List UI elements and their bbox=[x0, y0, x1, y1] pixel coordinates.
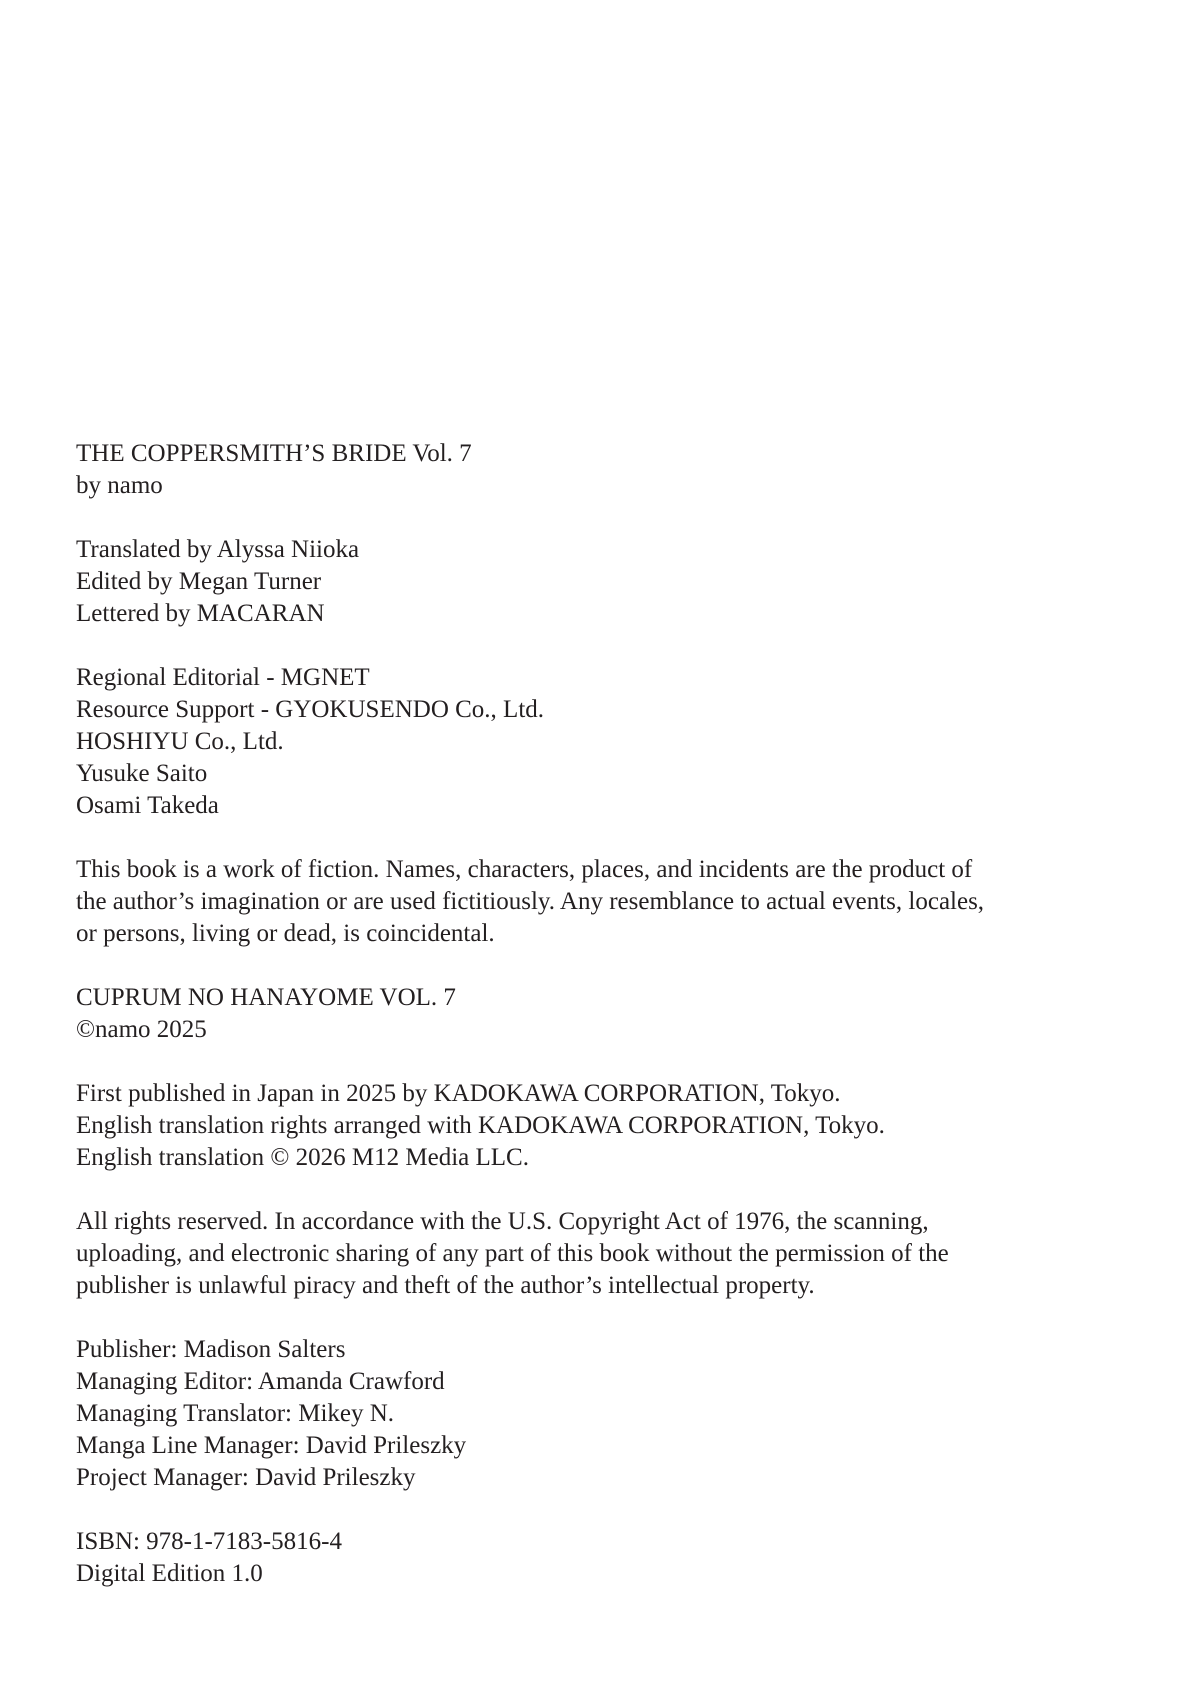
support-line: Osami Takeda bbox=[76, 792, 219, 819]
publication-line: English translation rights arranged with KADOKAWA CORPORATION, Tokyo. bbox=[76, 1112, 885, 1139]
title-block bbox=[76, 438, 1136, 502]
staff-line: Project Manager: David Prileszky bbox=[76, 1464, 416, 1491]
fiction-notice-line: or persons, living or dead, is coincidental. bbox=[76, 920, 495, 947]
book-author: by namo bbox=[76, 472, 163, 499]
support-line: Resource Support - GYOKUSENDO Co., Ltd. bbox=[76, 696, 545, 723]
original-title-block bbox=[76, 982, 1136, 1046]
fiction-notice-line: the author’s imagination or are used fictitiously. Any resemblance to actual events, locales, bbox=[76, 888, 985, 915]
staff-line: Managing Translator: Mikey N. bbox=[76, 1400, 395, 1427]
translator-credit: Translated by Alyssa Niioka bbox=[76, 536, 360, 563]
editor-credit: Edited by Megan Turner bbox=[76, 568, 322, 595]
edition-block bbox=[76, 1526, 1136, 1590]
edition-version: Digital Edition 1.0 bbox=[76, 1560, 263, 1587]
publication-line: English translation © 2026 M12 Media LLC. bbox=[76, 1144, 529, 1171]
copyright-page bbox=[76, 438, 1136, 1590]
staff-block bbox=[76, 1334, 1136, 1494]
support-line: HOSHIYU Co., Ltd. bbox=[76, 728, 284, 755]
fiction-notice-line: This book is a work of fiction. Names, characters, places, and incidents are the product of bbox=[76, 856, 973, 883]
credits-block bbox=[76, 534, 1136, 630]
original-title: CUPRUM NO HANAYOME VOL. 7 bbox=[76, 984, 456, 1011]
book-title: THE COPPERSMITH’S BRIDE Vol. 7 bbox=[76, 440, 472, 467]
publication-line: First published in Japan in 2025 by KADOKAWA CORPORATION, Tokyo. bbox=[76, 1080, 841, 1107]
staff-line: Managing Editor: Amanda Crawford bbox=[76, 1368, 445, 1395]
support-block bbox=[76, 662, 1136, 822]
rights-notice-line: All rights reserved. In accordance with the U.S. Copyright Act of 1976, the scanning, bbox=[76, 1208, 929, 1235]
rights-notice bbox=[76, 1206, 1136, 1302]
letterer-credit: Lettered by MACARAN bbox=[76, 600, 325, 627]
rights-notice-line: uploading, and electronic sharing of any part of this book without the permission of the bbox=[76, 1240, 949, 1267]
support-line: Yusuke Saito bbox=[76, 760, 208, 787]
fiction-notice bbox=[76, 854, 1136, 950]
original-copyright: ©namo 2025 bbox=[76, 1016, 207, 1043]
support-line: Regional Editorial - MGNET bbox=[76, 664, 370, 691]
staff-line: Publisher: Madison Salters bbox=[76, 1336, 346, 1363]
staff-line: Manga Line Manager: David Prileszky bbox=[76, 1432, 467, 1459]
publication-block bbox=[76, 1078, 1136, 1174]
isbn: ISBN: 978-1-7183-5816-4 bbox=[76, 1528, 342, 1555]
rights-notice-line: publisher is unlawful piracy and theft of the author’s intellectual property. bbox=[76, 1272, 815, 1299]
